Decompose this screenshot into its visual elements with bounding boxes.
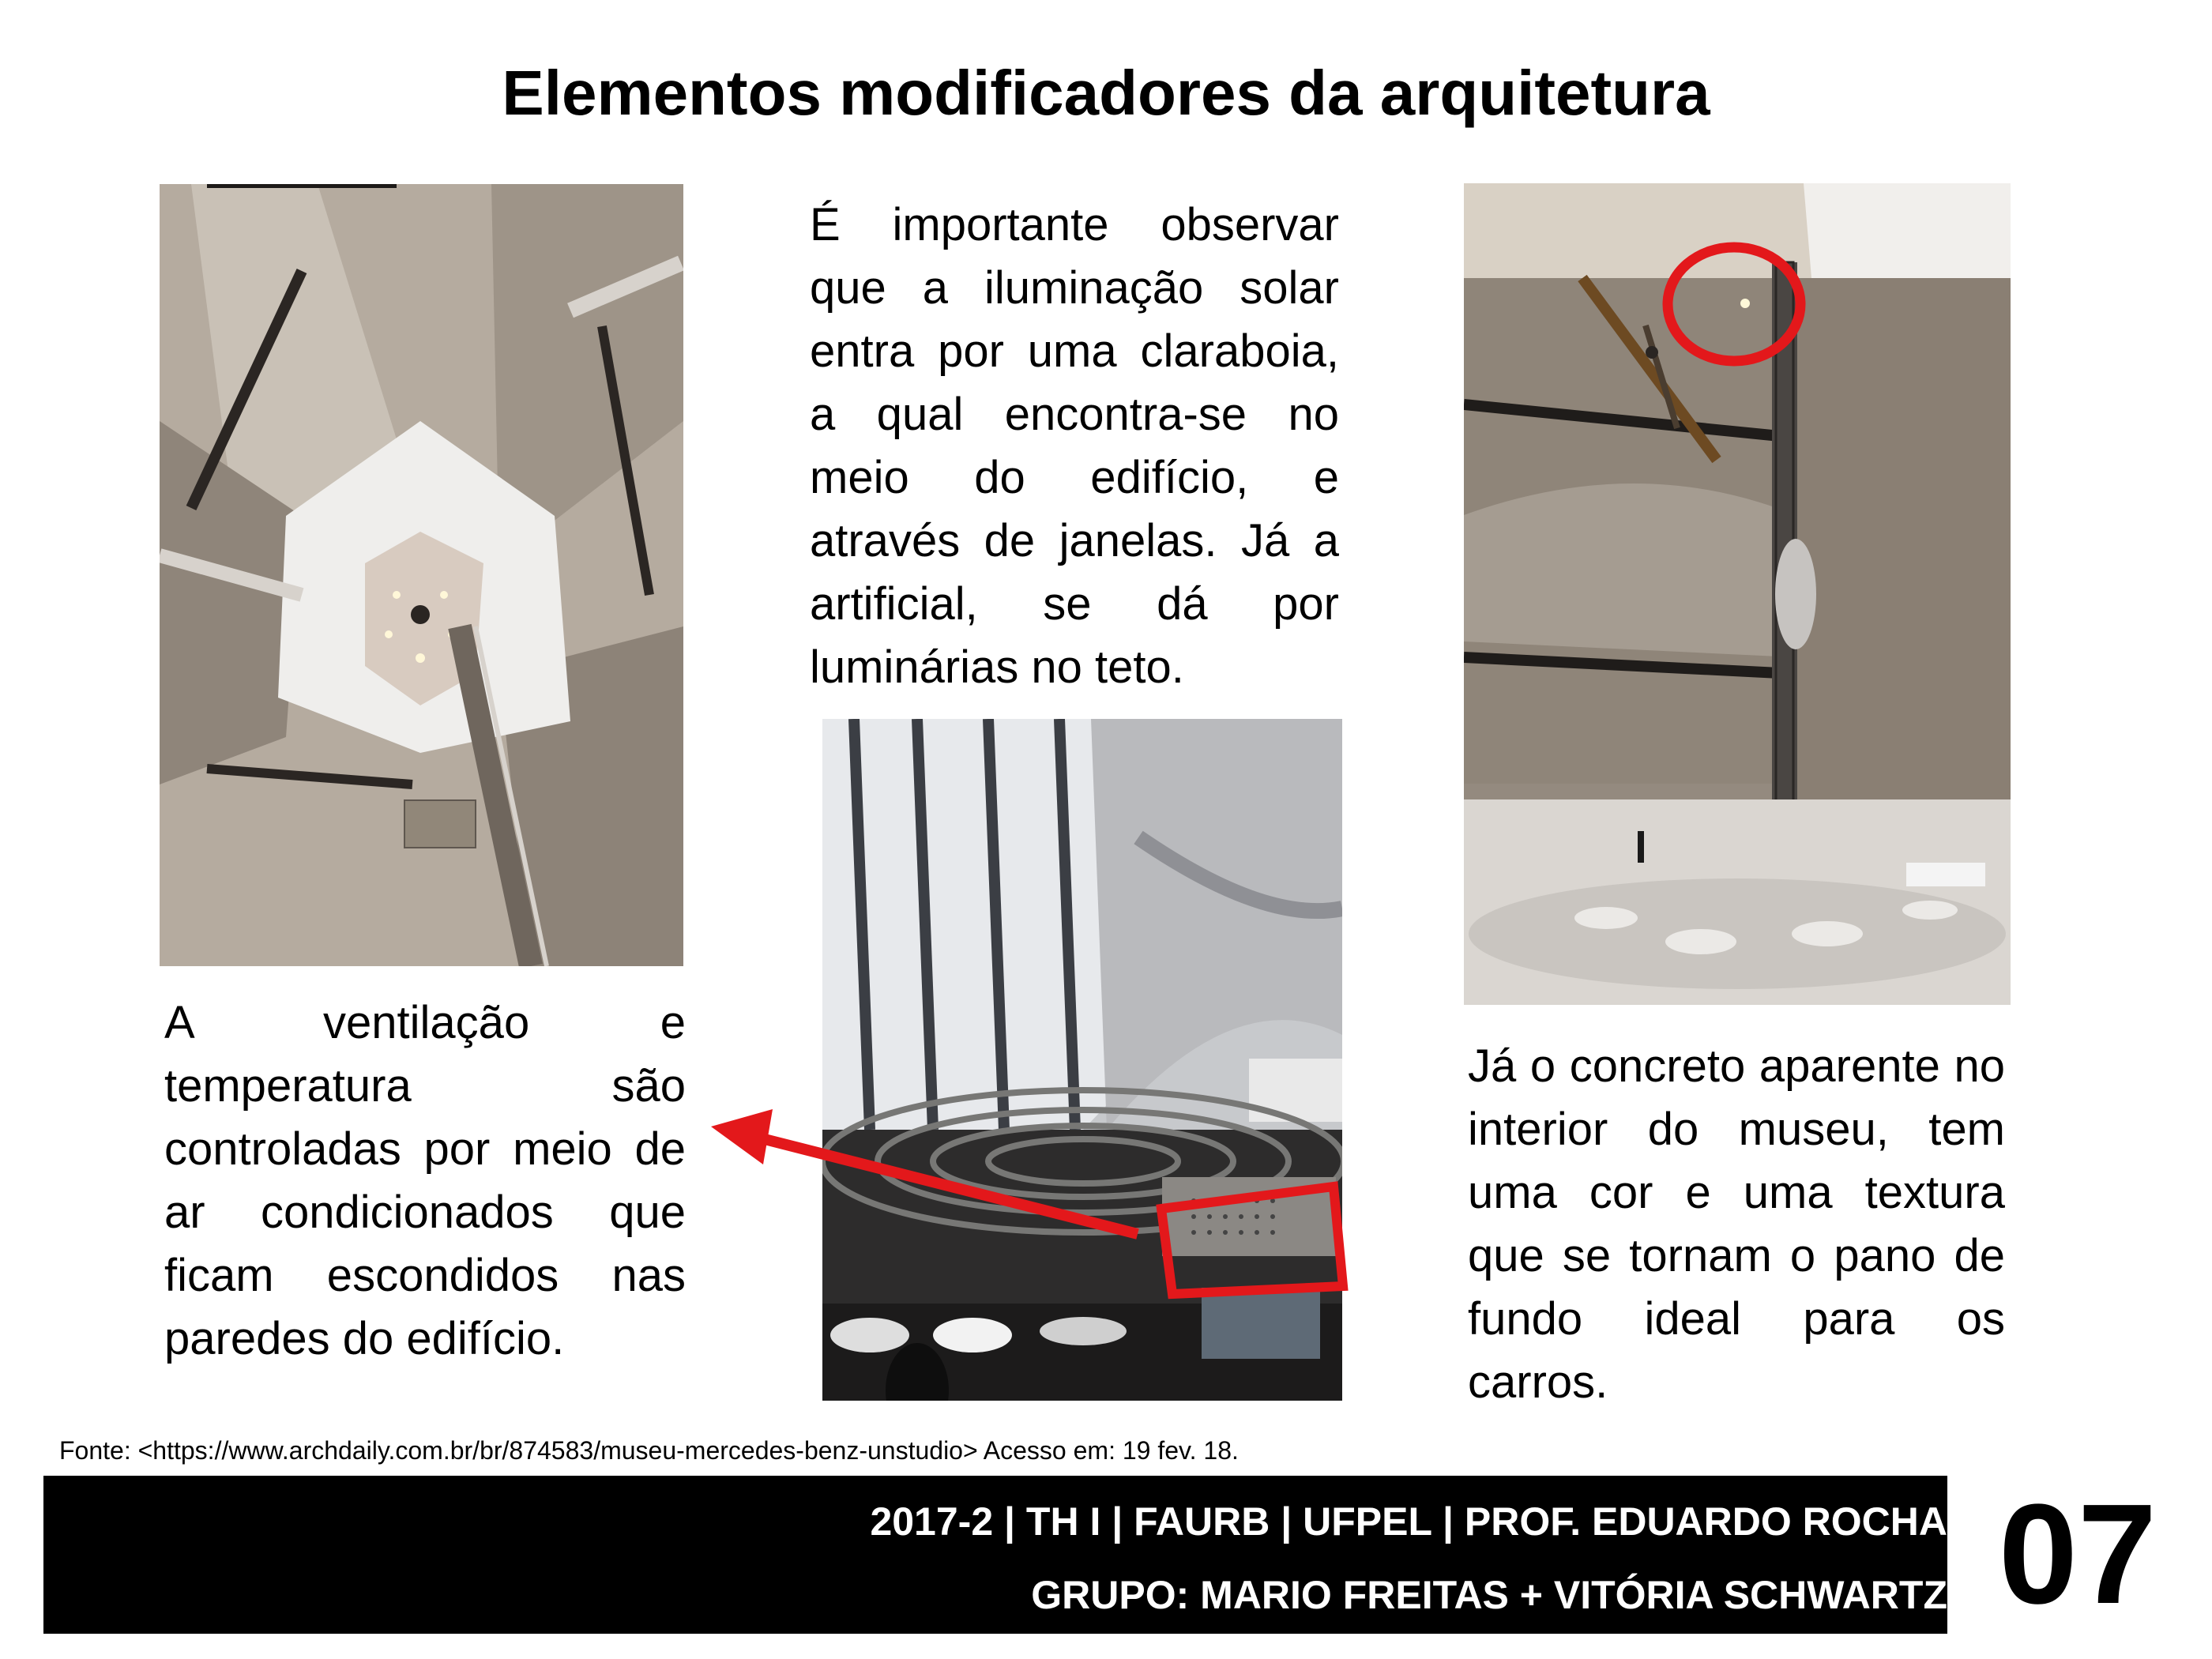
lighting-paragraph: É importante observar que a iluminação solar entra por uma claraboia, a qual encontra-se no meio do edifício, e através de janelas. Já a artificial, se dá por luminárias no teto. — [810, 199, 1339, 693]
concrete-paragraph: Já o concreto aparente no interior do museu, tem uma cor e uma textura que se tornam o pano de fundo ideal para os carros. — [1468, 1040, 2005, 1408]
source-citation: Fonte: <https://www.archdaily.com.br/br/874583/museu-mercedes-benz-unstudio> Acesso em: 19 fev. 18. — [59, 1436, 1239, 1465]
page-number: 07 — [1998, 1475, 2157, 1634]
highlight-circle — [1655, 237, 1813, 371]
footer-group-info: GRUPO: MARIO FREITAS + VITÓRIA SCHWARTZ — [1031, 1573, 1947, 1617]
slide-title: Elementos modificadores da arquitetura — [502, 58, 1710, 128]
ventilation-paragraph: A ventilação e temperatura são controladas por meio de ar condicionados que ficam escondidos nas paredes do edifício. — [164, 997, 686, 1364]
ventilation-highlight-arrow — [711, 1098, 1359, 1304]
footer-course-info: 2017-2 | TH I | FAURB | UFPEL | PROF. EDUARDO ROCHA — [870, 1499, 1947, 1544]
atrium-skylight-photo — [160, 184, 683, 966]
